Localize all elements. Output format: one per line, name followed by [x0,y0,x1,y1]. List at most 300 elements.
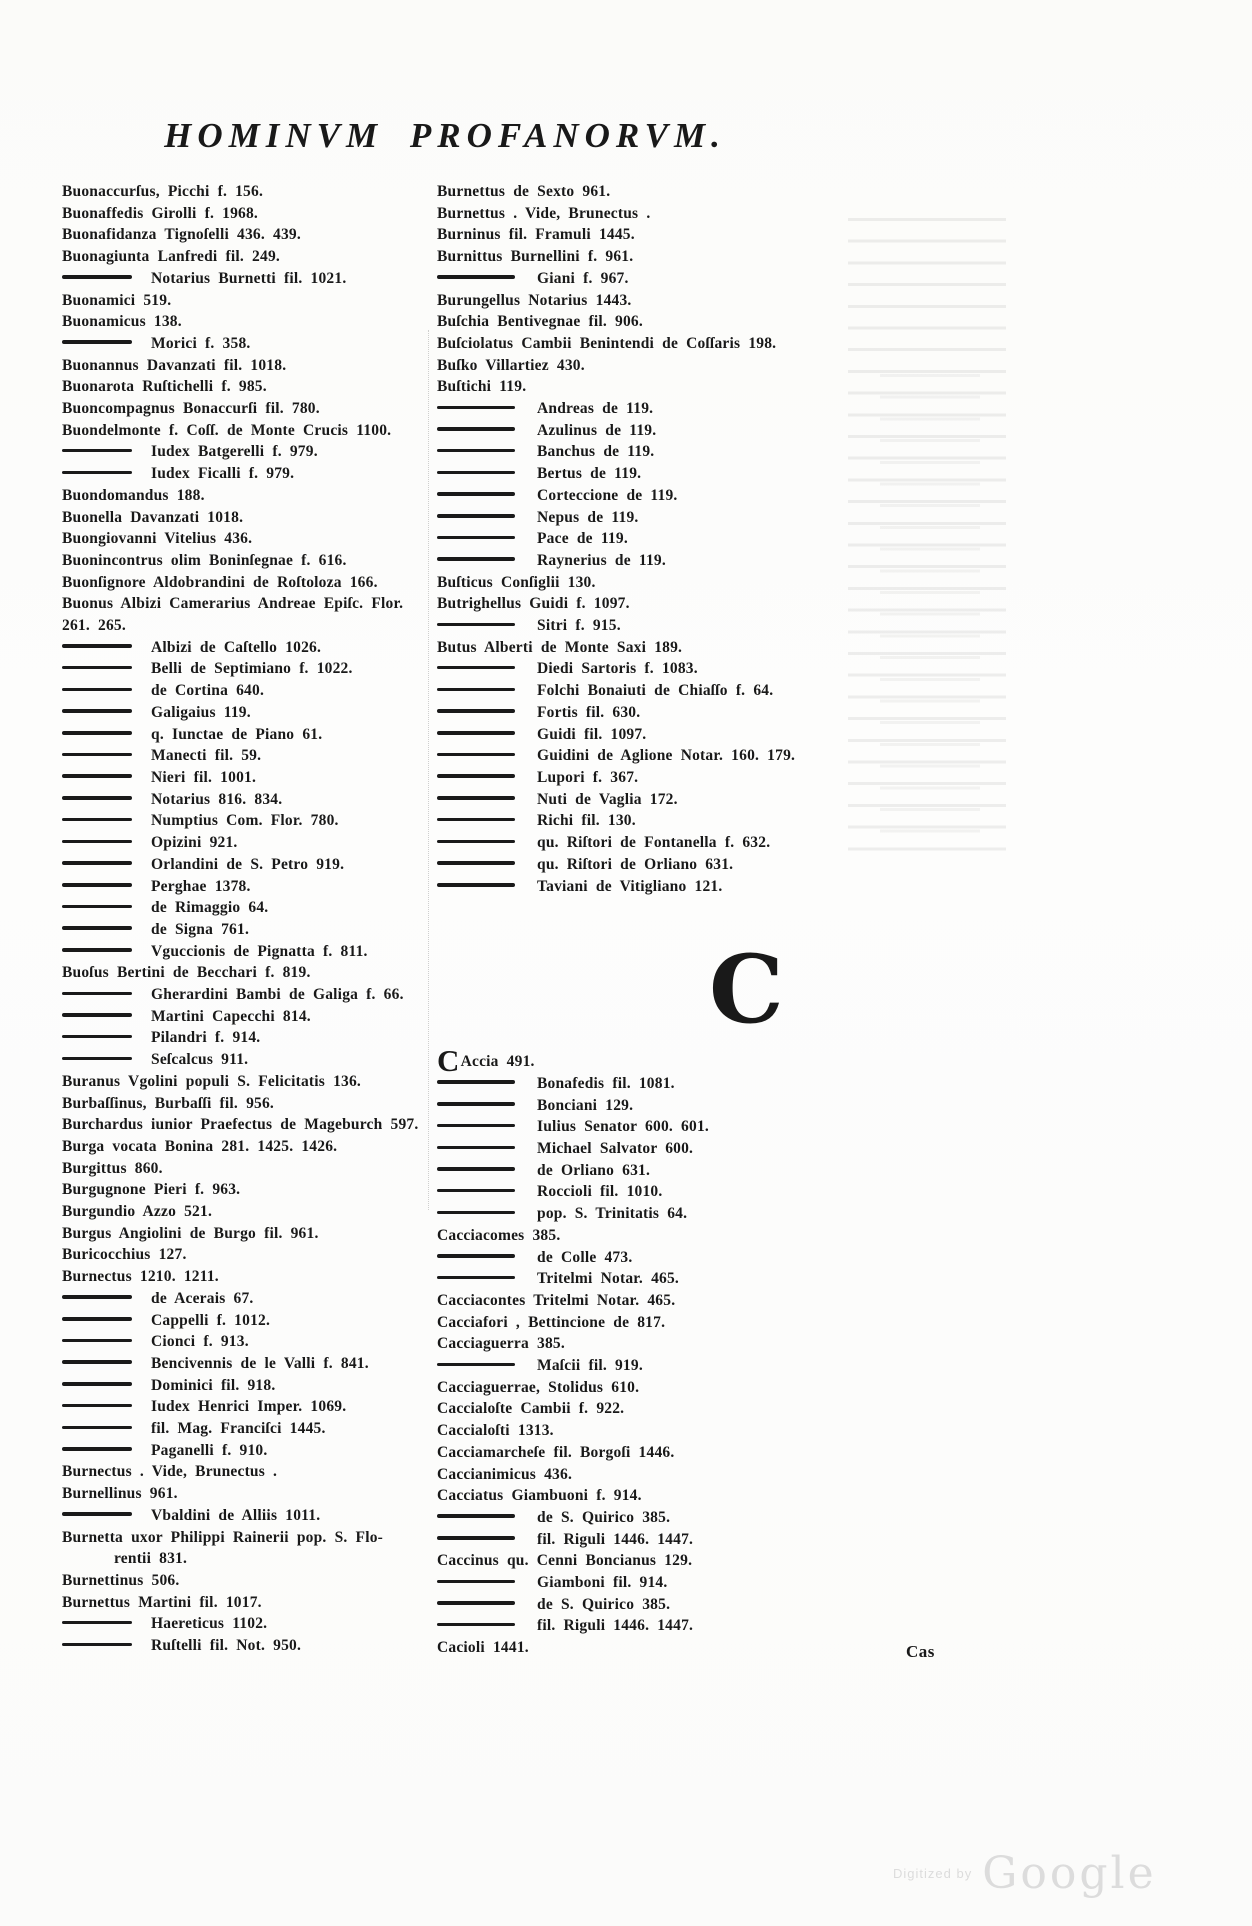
ditto-dash [437,1580,515,1584]
entry-text: Caccianimicus 436. [437,1465,573,1483]
index-line [437,1637,847,1659]
ditto-dash [437,427,515,431]
ditto-dash [62,1013,132,1017]
index-line [62,1288,434,1310]
ditto-dash [62,1643,132,1647]
ditto-dash [62,774,132,778]
entry-text: Albizi de Caſtello 1026. [151,638,322,656]
index-line [62,181,434,203]
entry-text: Burungellus Notarius 1443. [437,291,632,309]
index-line [62,1158,434,1180]
index-line [62,724,434,746]
entry-text: Buonaccurſus, Picchi f. 156. [62,183,264,200]
entry-text: pop. S. Trinitatis 64. [537,1205,688,1223]
entry-text: Guidi fil. 1097. [537,725,647,743]
index-line [437,1377,847,1399]
entry-text: Burnittus Burnellini f. 961. [437,248,634,266]
entry-text: Diedi Sartoris f. 1083. [537,660,698,678]
ditto-dash [62,1057,132,1061]
entry-text: Iudex Ficalli f. 979. [151,465,295,483]
index-line [437,658,847,680]
index-line [437,290,847,312]
entry-text: Buondelmonte f. Coſſ. de Monte Crucis 1100. [62,421,392,439]
index-line [62,1244,434,1266]
entry-text: Butus Alberti de Monte Saxi 189. [437,638,683,656]
ditto-dash [437,1514,515,1518]
ditto-dash [437,1536,515,1540]
index-line [62,1418,434,1440]
entry-text: Nuti de Vaglia 172. [537,790,678,808]
ditto-dash [437,557,515,561]
index-line [62,420,434,442]
entry-text: Buſticus Conſiglii 130. [437,573,596,591]
ditto-dash [437,1167,515,1171]
entry-text: Iudex Batgerelli f. 979. [151,443,318,461]
index-line [437,1225,847,1247]
entry-text: de Cortina 640. [151,682,265,700]
index-line [437,1268,847,1290]
entry-text: Taviani de Vitigliano 121. [537,877,723,895]
index-line [62,1461,434,1483]
index-line [437,854,847,876]
entry-text: Burga vocata Bonina 281. 1425. 1426. [62,1137,338,1155]
entry-text: Opizini 921. [151,834,238,852]
entry-text: Buonſignore Aldobrandini de Roſtoloza 166. [62,573,378,591]
entry-text: Burnettus . Vide, Brunectus . [437,204,651,222]
index-line [437,1420,847,1442]
index-line [437,550,847,572]
index-line [62,355,434,377]
ditto-dash [437,449,515,453]
index-line [437,181,847,203]
ink-bleed-noise [880,360,980,840]
index-line [437,485,847,507]
index-line [62,854,434,876]
index-left-column [62,181,434,1657]
index-line [437,1594,847,1616]
entry-text: Caccialoſti 1313. [437,1422,554,1440]
entry-text: Morici f. 358. [151,334,251,352]
entry-text: Buonella Davanzati 1018. [62,508,244,526]
index-line [62,615,434,637]
index-line [62,1396,434,1418]
entry-text: qu. Riſtori de Orliano 631. [537,855,734,873]
index-line [437,767,847,789]
entry-text: Burnectus 1210. 1211. [62,1268,219,1286]
ditto-dash [437,1189,515,1193]
index-line [62,810,434,832]
index-line [437,463,847,485]
index-line [437,1550,847,1572]
entry-text: Gherardini Bambi de Galiga f. 66. [151,986,404,1004]
index-line [62,1592,434,1614]
index-line [437,246,847,268]
ditto-dash [62,340,132,344]
index-line [62,1635,434,1657]
entry-text: Cacciaguerrae, Stolidus 610. [437,1378,640,1396]
index-line [437,615,847,637]
index-line [437,333,847,355]
index-line [62,333,434,355]
entry-text: Paganelli f. 910. [151,1441,268,1459]
index-line [437,1529,847,1551]
section-heading-letter: C [709,935,784,1046]
index-line [437,507,847,529]
entry-text: Bertus de 119. [537,465,642,483]
entry-text: Burnettus Martini fil. 1017. [62,1593,262,1611]
index-line [437,224,847,246]
index-line [62,1310,434,1332]
entry-text: Tritelmi Notar. 465. [537,1270,680,1288]
index-line [62,1266,434,1288]
index-line [437,1464,847,1486]
ditto-dash [437,1211,515,1215]
index-line [62,550,434,572]
entry-text: Banchus de 119. [537,443,655,461]
ditto-dash [437,1124,515,1128]
ditto-dash [62,753,132,757]
index-line [62,702,434,724]
entry-text: Iudex Henrici Imper. 1069. [151,1398,347,1416]
index-line [437,593,847,615]
ditto-dash [437,514,515,518]
index-line [437,1442,847,1464]
index-line [62,1505,434,1527]
entry-text: Burnettinus 506. [62,1572,180,1589]
entry-text: Andreas de 119. [537,400,654,418]
ditto-dash [62,1317,132,1321]
entry-text: Roccioli fil. 1010. [537,1183,663,1201]
index-line [62,1440,434,1462]
index-line [62,376,434,398]
entry-text: de Signa 761. [151,920,250,938]
index-line [437,441,847,463]
index-line [62,1483,434,1505]
entry-text: Pace de 119. [537,530,628,548]
entry-text: Bencivennis de le Valli f. 841. [151,1354,369,1372]
entry-text: Vbaldini de Alliis 1011. [151,1506,321,1524]
entry-text: Giamboni fil. 914. [537,1574,668,1592]
ditto-dash [437,840,515,844]
index-line [62,1093,434,1115]
entry-text: de Rimaggio 64. [151,899,269,917]
ditto-dash [62,840,132,844]
entry-text: Bonciani 129. [537,1096,634,1114]
index-line [437,680,847,702]
index-line [437,1312,847,1334]
ditto-dash [437,883,515,887]
entry-text: Burnellinus 961. [62,1485,178,1503]
google-logo: Google [982,1848,1157,1899]
entry-text: Haereticus 1102. [151,1615,268,1633]
ditto-dash [62,1404,132,1408]
index-line [62,398,434,420]
index-line [437,1290,847,1312]
index-line [62,463,434,485]
index-line [62,832,434,854]
index-line [62,441,434,463]
index-line [437,789,847,811]
index-line [62,1027,434,1049]
entry-text: Burgus Angiolini de Burgo fil. 961. [62,1224,319,1242]
watermark [893,1848,1157,1899]
catchword: Cas [906,1642,935,1661]
entry-text: Folchi Bonaiuti de Chiaſſo f. 64. [537,682,774,700]
index-line [437,1247,847,1269]
ditto-dash [437,796,515,800]
index-line [62,224,434,246]
entry-text: Corteccione de 119. [537,486,678,504]
index-line [437,420,847,442]
ditto-dash [62,1621,132,1625]
entry-text: Buonus Albizi Camerarius Andreae Epiſc. Flor. [62,595,404,613]
entry-text: de S. Quirico 385. [537,1595,671,1613]
entry-text: Burnettus de Sexto 961. [437,183,611,200]
index-line [437,745,847,767]
entry-text: Buonamicus 138. [62,313,182,331]
index-line [62,1179,434,1201]
entry-text: Buonafidanza Tignoſelli 436. 439. [62,226,301,244]
entry-text: 261. 265. [62,617,126,635]
entry-text: Ruſtelli fil. Not. 950. [151,1637,302,1655]
entry-text: Nieri fil. 1001. [151,768,257,786]
entry-text: Buſchia Bentivegnae fil. 906. [437,313,643,331]
entry-text: Cacioli 1441. [437,1639,529,1657]
entry-text: fil. Riguli 1446. 1447. [537,1530,694,1548]
entry-text: Cacciafori , Bettincione de 817. [437,1313,666,1331]
entry-text: Martini Capecchi 814. [151,1007,311,1025]
ditto-dash [437,275,515,279]
entry-text: Maſcii fil. 919. [537,1357,643,1375]
entry-text: Fortis fil. 630. [537,703,641,721]
entry-text: Richi fil. 130. [537,812,636,830]
entry-text: Accia 491. [460,1053,535,1071]
index-line [437,702,847,724]
index-line [437,311,847,333]
ditto-dash [62,818,132,822]
entry-text: Dominici fil. 918. [151,1376,276,1394]
entry-text: Buſciolatus Cambii Benintendi de Coſſaris 198. [437,334,777,352]
entry-text: Michael Salvator 600. [537,1140,694,1158]
ditto-dash [62,1382,132,1386]
ditto-dash [62,1426,132,1430]
index-line [62,745,434,767]
index-line [62,1071,434,1093]
entry-text: Perghae 1378. [151,877,251,895]
index-line [62,485,434,507]
ditto-dash [62,1295,132,1299]
entry-text: Buranus Vgolini populi S. Felicitatis 136. [62,1072,361,1090]
index-line [437,268,847,290]
index-line [62,767,434,789]
ditto-dash [437,471,515,475]
index-line [62,1049,434,1071]
entry-text: Cacciacontes Tritelmi Notar. 465. [437,1291,676,1309]
ditto-dash [62,644,132,648]
index-line [62,1353,434,1375]
entry-text: Buſtichi 119. [437,378,527,396]
index-line [437,1095,847,1117]
index-line [437,1333,847,1355]
index-line [437,810,847,832]
entry-text: qu. Riſtori de Fontanella f. 632. [537,834,771,852]
entry-text: de Acerais 67. [151,1289,254,1307]
ditto-dash [62,666,132,670]
entry-text: Buongiovanni Vitelius 436. [62,530,253,548]
entry-text: Notarius Burnetti fil. 1021. [151,269,347,287]
ditto-dash [62,1339,132,1343]
index-line [62,637,434,659]
index-line [62,1613,434,1635]
index-line [62,1114,434,1136]
index-line [437,1507,847,1529]
entry-text: Buoncompagnus Bonaccurſi fil. 780. [62,400,320,418]
ditto-dash [437,861,515,865]
entry-text: fil. Riguli 1446. 1447. [537,1617,694,1635]
index-line [62,1570,434,1592]
entry-text: Buondomandus 188. [62,486,205,504]
drop-cap: C [437,1043,460,1079]
ditto-dash [437,406,515,410]
entry-text: de S. Quirico 385. [537,1508,671,1526]
entry-text: Pilandri f. 914. [151,1029,261,1047]
index-line [62,311,434,333]
entry-text: Cappelli f. 1012. [151,1311,271,1329]
ditto-dash [62,688,132,692]
entry-text: fil. Mag. Franciſci 1445. [151,1420,326,1438]
ditto-dash [437,1254,515,1258]
ditto-dash [437,1623,515,1627]
entry-text: Vguccionis de Pignatta f. 811. [151,942,368,960]
index-line [62,789,434,811]
ditto-dash [62,992,132,996]
entry-text: Cionci f. 913. [151,1333,249,1351]
entry-text: Burgundio Azzo 521. [62,1203,213,1221]
index-line [437,1160,847,1182]
index-line [437,355,847,377]
entry-text: Cacciaguerra 385. [437,1335,565,1353]
ditto-dash [437,1601,515,1605]
ditto-dash [62,275,132,279]
ditto-dash [437,492,515,496]
ditto-dash [437,1146,515,1150]
ditto-dash [62,1035,132,1039]
index-line [62,528,434,550]
entry-text: de Orliano 631. [537,1161,651,1179]
ditto-dash [437,753,515,757]
index-line [62,876,434,898]
ditto-dash [437,688,515,692]
entry-text: Butrighellus Guidi f. 1097. [437,595,630,613]
index-line [437,398,847,420]
index-line [437,1138,847,1160]
index-line [62,593,434,615]
index-line [437,876,847,898]
index-line [62,680,434,702]
entry-text: Caccinus qu. Cenni Boncianus 129. [437,1552,693,1570]
index-line [62,1375,434,1397]
index-line [437,724,847,746]
entry-text: Lupori f. 367. [537,768,639,786]
entry-text: q. Iunctae de Piano 61. [151,725,323,743]
entry-text: Cacciacomes 385. [437,1226,561,1244]
ditto-dash [437,623,515,627]
entry-text: Nepus de 119. [537,508,639,526]
index-right-column [437,181,847,1659]
index-line [437,1355,847,1377]
entry-text: Cacciatus Giambuoni f. 914. [437,1487,642,1505]
ditto-dash [437,1363,515,1367]
entry-text: Buoſus Bertini de Becchari f. 819. [62,964,311,982]
entry-text: Burgittus 860. [62,1159,163,1177]
index-line [437,1485,847,1507]
index-line [62,1201,434,1223]
index-line [437,637,847,659]
index-line [62,1527,434,1549]
entry-text: Buricocchius 127. [62,1246,187,1264]
entry-text: de Colle 473. [537,1248,633,1266]
ditto-dash [62,905,132,909]
ditto-dash [62,471,132,475]
ditto-dash [62,796,132,800]
index-line [437,1615,847,1637]
index-line [62,246,434,268]
ditto-dash [62,861,132,865]
entry-text: Iulius Senator 600. 601. [537,1118,709,1136]
index-line [62,1331,434,1353]
entry-text: Raynerius de 119. [537,551,666,569]
index-line [62,268,434,290]
entry-text: Giani f. 967. [537,269,629,287]
entry-text: Orlandini de S. Petro 919. [151,855,345,873]
index-line [437,1116,847,1138]
entry-text: Buſko Villartiez 430. [437,356,585,374]
entry-text: Burnectus . Vide, Brunectus . [62,1463,278,1481]
entry-text: Bonafedis fil. 1081. [537,1074,675,1092]
index-line [437,1203,847,1225]
index-line [62,290,434,312]
index-line [62,658,434,680]
ditto-dash [62,926,132,930]
index-line [62,941,434,963]
ditto-dash [437,731,515,735]
entry-text: Burnetta uxor Philippi Rainerii pop. S. Flo- [62,1528,384,1546]
ditto-dash [62,449,132,453]
entry-text: Belli de Septimiano f. 1022. [151,660,353,678]
ditto-dash [62,948,132,952]
entry-text: Notarius 816. 834. [151,790,283,808]
entry-text: Burbaſſinus, Burbaſſi fil. 956. [62,1094,275,1112]
ditto-dash [62,1447,132,1451]
ditto-dash [437,818,515,822]
index-line [437,528,847,550]
watermark-prefix: Digitized by [893,1866,973,1881]
ditto-dash [62,731,132,735]
ditto-dash [437,1102,515,1106]
index-line [62,1223,434,1245]
index-line [62,572,434,594]
index-line [62,919,434,941]
index-line [62,897,434,919]
ditto-dash [62,1512,132,1516]
entry-text: Buonincontrus olim Boninſegnae f. 616. [62,551,347,569]
index-line [437,1572,847,1594]
ditto-dash [62,1360,132,1364]
entry-text: Caccialoſte Cambii f. 922. [437,1400,625,1418]
entry-text: Buonarota Ruſtichelli f. 985. [62,378,267,396]
entry-text: Azulinus de 119. [537,421,657,439]
ditto-dash [437,536,515,540]
